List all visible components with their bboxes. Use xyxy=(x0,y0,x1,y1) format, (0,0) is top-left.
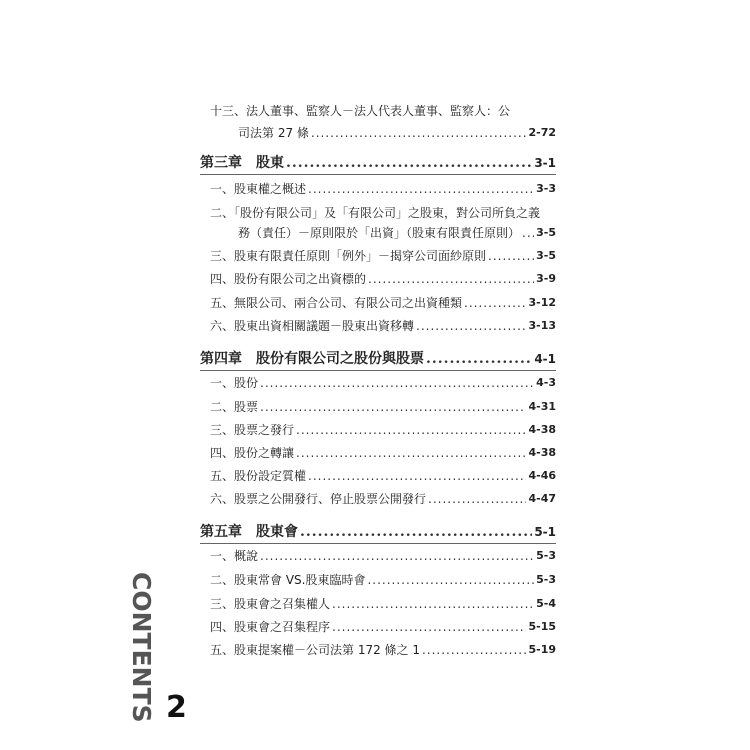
chapter-rule xyxy=(200,174,556,175)
toc-entry[interactable] xyxy=(238,226,556,240)
toc-entry[interactable] xyxy=(210,492,556,506)
contents-text: CONTENTS xyxy=(127,572,156,723)
toc-page-number: 4-1 xyxy=(534,352,556,366)
chapter-rule xyxy=(200,370,556,371)
leader-dots xyxy=(286,155,532,171)
leader-dots xyxy=(416,319,526,333)
toc-entry[interactable] xyxy=(210,469,556,483)
toc-entry[interactable] xyxy=(210,446,556,460)
toc-page-number: 4-3 xyxy=(536,376,556,389)
leader-dots xyxy=(308,182,534,196)
toc-entry-title: 五、股份設定質權 xyxy=(210,469,307,483)
leader-dots xyxy=(296,446,526,460)
leader-dots xyxy=(332,620,526,634)
toc-entry[interactable] xyxy=(210,249,556,263)
leader-dots xyxy=(488,249,534,263)
leader-dots xyxy=(332,597,534,611)
toc-entry[interactable] xyxy=(210,296,556,310)
toc-entry-title: 四、股份之轉讓 xyxy=(210,446,295,460)
toc-chapter[interactable] xyxy=(200,155,556,171)
toc-entry[interactable] xyxy=(210,620,556,634)
leader-dots xyxy=(367,573,534,587)
toc-entry-title: 二、股東常會 VS.股東臨時會 xyxy=(210,573,366,587)
leader-dots xyxy=(311,126,527,140)
chapter-rule xyxy=(200,543,556,544)
leader-dots xyxy=(464,296,526,310)
toc-entry-title: 三、股票之發行 xyxy=(210,423,295,437)
toc-entry-line1: 十三、法人董事、監察人－法人代表人董事、監察人：公 xyxy=(210,104,511,118)
leader-dots xyxy=(422,643,526,657)
toc-page-number: 4-38 xyxy=(528,446,556,459)
toc-entry-title: 一、股份 xyxy=(210,376,259,390)
toc-page-number: 4-31 xyxy=(528,400,556,413)
toc-chapter[interactable] xyxy=(200,351,556,367)
toc-entry[interactable] xyxy=(210,643,556,657)
chapter-title: 第四章 股份有限公司之股份與股票 xyxy=(200,351,424,367)
contents-side-label xyxy=(126,572,156,723)
toc-page-number: 4-47 xyxy=(528,492,556,505)
toc-page-number: 2-72 xyxy=(528,126,556,139)
toc-page-number: 4-46 xyxy=(528,469,556,482)
toc-entry[interactable] xyxy=(210,597,556,611)
leader-dots xyxy=(428,492,526,506)
leader-dots xyxy=(300,524,532,540)
toc-entry-title: 三、股東會之召集權人 xyxy=(210,597,331,611)
toc-page-number: 3-5 xyxy=(536,226,556,239)
leader-dots xyxy=(296,423,526,437)
leader-dots xyxy=(368,272,534,286)
toc-entry[interactable] xyxy=(210,549,556,563)
leader-dots xyxy=(522,226,534,240)
toc-entry[interactable] xyxy=(210,423,556,437)
toc-page-number: 3-13 xyxy=(528,319,556,332)
leader-dots xyxy=(308,469,526,483)
toc-entry[interactable] xyxy=(210,272,556,286)
toc-entry-title: 五、股東提案權－公司法第 172 條之 1 xyxy=(210,643,420,657)
toc-page-number: 4-38 xyxy=(528,423,556,436)
toc-entry[interactable] xyxy=(210,182,556,196)
toc-entry[interactable] xyxy=(238,126,556,140)
toc-entry-title: 二、股票 xyxy=(210,400,259,414)
toc-page-number: 5-1 xyxy=(534,525,556,539)
toc-chapter[interactable] xyxy=(200,524,556,540)
toc-entry-title: 司法第 27 條 xyxy=(238,126,309,140)
toc-entry[interactable] xyxy=(210,376,556,390)
toc-page-number: 5-15 xyxy=(528,620,556,633)
toc-page-number: 5-19 xyxy=(528,643,556,656)
toc-entry-title: 五、無限公司、兩合公司、有限公司之出資種類 xyxy=(210,296,463,310)
toc-page-number: 3-1 xyxy=(534,156,556,170)
page-number: 2 xyxy=(166,690,187,725)
toc-entry-line1: 二、「股份有限公司」及「有限公司」之股東，對公司所負之義 xyxy=(210,206,541,220)
leader-dots xyxy=(260,549,534,563)
toc-entry-title: 一、股東權之概述 xyxy=(210,182,307,196)
toc-entry-title: 六、股東出資相關議題－股東出資移轉 xyxy=(210,319,415,333)
leader-dots xyxy=(426,351,532,367)
leader-dots xyxy=(260,376,534,390)
chapter-title: 第三章 股東 xyxy=(200,155,284,171)
toc-entry-title: 務（責任）－原則限於「出資」（股東有限責任原則） xyxy=(238,226,521,240)
toc-page-number: 3-12 xyxy=(528,296,556,309)
toc-page-number: 3-3 xyxy=(536,182,556,195)
toc-entry[interactable] xyxy=(210,319,556,333)
toc-entry-title: 六、股票之公開發行、停止股票公開發行 xyxy=(210,492,427,506)
toc-page-number: 5-4 xyxy=(536,597,556,610)
toc-entry[interactable] xyxy=(210,573,556,587)
toc-entry-title: 四、股東會之召集程序 xyxy=(210,620,331,634)
toc-entry-title: 四、股份有限公司之出資標的 xyxy=(210,272,367,286)
chapter-title: 第五章 股東會 xyxy=(200,524,298,540)
leader-dots xyxy=(260,400,526,414)
toc-page-number: 3-9 xyxy=(536,272,556,285)
toc-entry-title: 三、股東有限責任原則「例外」－揭穿公司面紗原則 xyxy=(210,249,487,263)
toc-entry-title: 一、概說 xyxy=(210,549,259,563)
toc-entry[interactable] xyxy=(210,400,556,414)
toc-page-number: 5-3 xyxy=(536,549,556,562)
toc-page-number: 3-5 xyxy=(536,249,556,262)
toc-page-number: 5-3 xyxy=(536,573,556,586)
